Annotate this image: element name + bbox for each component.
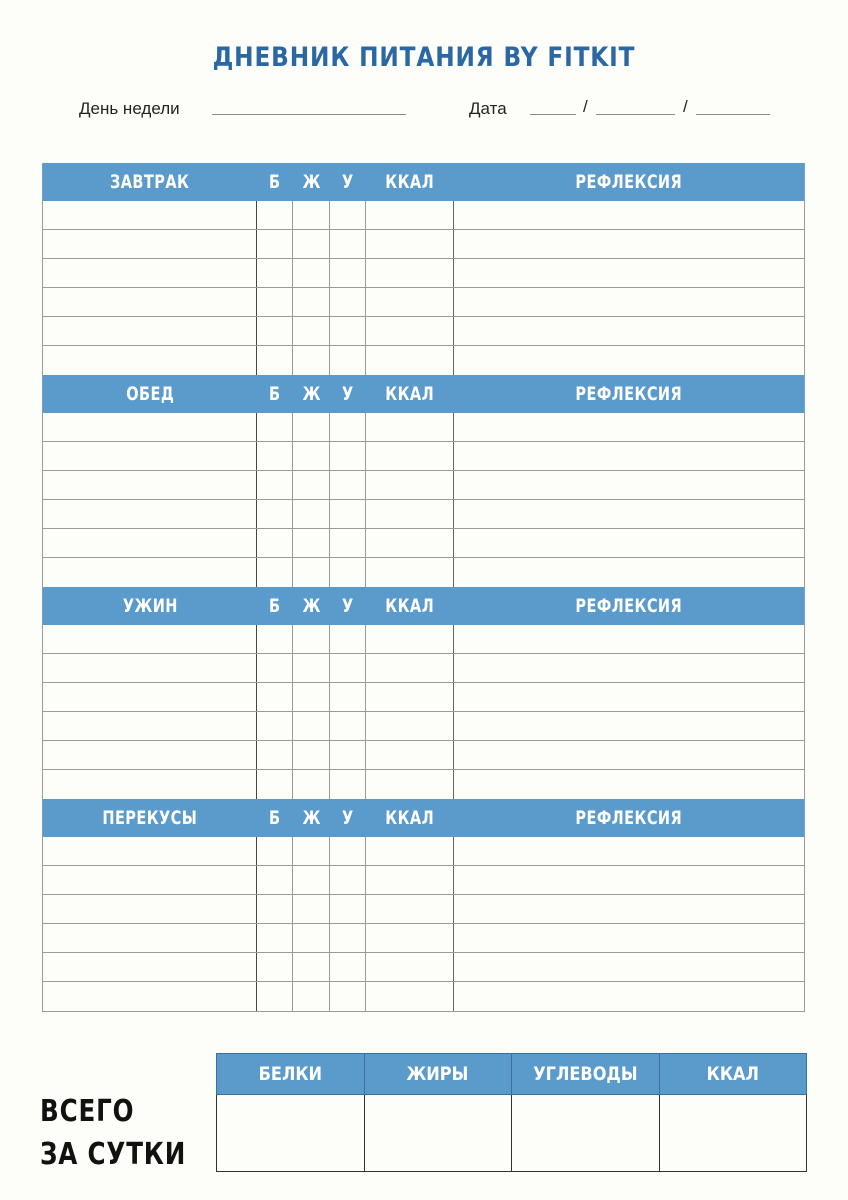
- protein-entry-cell[interactable]: [257, 471, 293, 499]
- carbs-entry-cell[interactable]: [330, 712, 366, 740]
- table-row: [43, 924, 804, 953]
- food-entry-cell[interactable]: [43, 982, 257, 1011]
- date-year-field[interactable]: [696, 114, 770, 115]
- reflection-entry-cell[interactable]: [454, 683, 804, 711]
- table-row: [43, 654, 804, 683]
- carbs-entry-cell[interactable]: [330, 953, 366, 981]
- kcal-entry-cell[interactable]: [366, 471, 454, 499]
- carbs-entry-cell[interactable]: [330, 288, 366, 316]
- fat-entry-cell[interactable]: [293, 230, 330, 258]
- carbs-entry-cell[interactable]: [330, 866, 366, 894]
- fat-entry-cell[interactable]: [293, 500, 330, 528]
- fat-entry-cell[interactable]: [293, 837, 330, 865]
- kcal-entry-cell[interactable]: [366, 866, 454, 894]
- protein-entry-cell[interactable]: [257, 529, 293, 557]
- date-label: Дата: [469, 99, 507, 118]
- column-header-protein: Б: [269, 171, 281, 193]
- fat-entry-cell[interactable]: [293, 770, 330, 799]
- table-row: [43, 471, 804, 500]
- kcal-entry-cell[interactable]: [366, 953, 454, 981]
- table-row: [43, 529, 804, 558]
- meal-header: [42, 587, 805, 625]
- table-row: [43, 288, 804, 317]
- protein-entry-cell[interactable]: [257, 654, 293, 682]
- food-entry-cell[interactable]: [43, 895, 257, 923]
- food-entry-cell[interactable]: [43, 558, 257, 587]
- reflection-entry-cell[interactable]: [454, 712, 804, 740]
- carbs-entry-cell[interactable]: [330, 837, 366, 865]
- kcal-entry-cell[interactable]: [366, 625, 454, 653]
- date-day-field[interactable]: [530, 114, 576, 115]
- food-entry-cell[interactable]: [43, 654, 257, 682]
- fat-entry-cell[interactable]: [293, 413, 330, 441]
- kcal-entry-cell[interactable]: [366, 317, 454, 345]
- reflection-entry-cell[interactable]: [454, 895, 804, 923]
- table-row: [43, 770, 804, 799]
- food-entry-cell[interactable]: [43, 288, 257, 316]
- table-row: [43, 259, 804, 288]
- table-row: [43, 712, 804, 741]
- carbs-entry-cell[interactable]: [330, 346, 366, 375]
- protein-entry-cell[interactable]: [257, 982, 293, 1011]
- carbs-entry-cell[interactable]: [330, 529, 366, 557]
- column-header-protein: Б: [269, 383, 281, 405]
- column-header-fat: Ж: [302, 807, 321, 829]
- food-entry-cell[interactable]: [43, 529, 257, 557]
- protein-entry-cell[interactable]: [257, 230, 293, 258]
- protein-entry-cell[interactable]: [257, 558, 293, 587]
- daily-total-label-line1: ВСЕГО: [40, 1094, 135, 1129]
- kcal-entry-cell[interactable]: [366, 558, 454, 587]
- food-entry-cell[interactable]: [43, 230, 257, 258]
- protein-entry-cell[interactable]: [257, 712, 293, 740]
- fat-entry-cell[interactable]: [293, 259, 330, 287]
- table-row: [43, 741, 804, 770]
- kcal-entry-cell[interactable]: [366, 201, 454, 229]
- carbs-entry-cell[interactable]: [330, 558, 366, 587]
- fat-entry-cell[interactable]: [293, 625, 330, 653]
- table-row: [43, 201, 804, 230]
- reflection-entry-cell[interactable]: [454, 471, 804, 499]
- totals-cell-protein[interactable]: [217, 1095, 365, 1171]
- reflection-entry-cell[interactable]: [454, 346, 804, 375]
- protein-entry-cell[interactable]: [257, 683, 293, 711]
- reflection-entry-cell[interactable]: [454, 770, 804, 799]
- food-entry-cell[interactable]: [43, 712, 257, 740]
- table-row: [43, 625, 804, 654]
- carbs-entry-cell[interactable]: [330, 230, 366, 258]
- reflection-entry-cell[interactable]: [454, 866, 804, 894]
- table-row: [43, 953, 804, 982]
- column-header-reflection: РЕФЛЕКСИЯ: [575, 595, 683, 617]
- column-header-protein: Б: [269, 595, 281, 617]
- carbs-entry-cell[interactable]: [330, 683, 366, 711]
- reflection-entry-cell[interactable]: [454, 837, 804, 865]
- reflection-entry-cell[interactable]: [454, 741, 804, 769]
- food-entry-cell[interactable]: [43, 924, 257, 952]
- carbs-entry-cell[interactable]: [330, 201, 366, 229]
- column-header-carbs: У: [342, 807, 354, 829]
- protein-entry-cell[interactable]: [257, 201, 293, 229]
- meal-section: [42, 163, 805, 375]
- kcal-entry-cell[interactable]: [366, 770, 454, 799]
- reflection-entry-cell[interactable]: [454, 500, 804, 528]
- column-header-carbs: У: [342, 171, 354, 193]
- column-header-carbs: У: [342, 383, 354, 405]
- daily-total-label: [40, 1090, 186, 1176]
- protein-entry-cell[interactable]: [257, 895, 293, 923]
- reflection-entry-cell[interactable]: [454, 953, 804, 981]
- kcal-entry-cell[interactable]: [366, 288, 454, 316]
- column-header-fat: Ж: [302, 171, 321, 193]
- table-row: [43, 982, 804, 1011]
- food-entry-cell[interactable]: [43, 837, 257, 865]
- date-separator: /: [683, 97, 688, 116]
- protein-entry-cell[interactable]: [257, 288, 293, 316]
- protein-entry-cell[interactable]: [257, 317, 293, 345]
- fat-entry-cell[interactable]: [293, 712, 330, 740]
- totals-header-protein: БЕЛКИ: [217, 1054, 365, 1094]
- column-header-carbs: У: [342, 595, 354, 617]
- reflection-entry-cell[interactable]: [454, 529, 804, 557]
- protein-entry-cell[interactable]: [257, 924, 293, 952]
- daily-totals-table: [216, 1053, 807, 1172]
- table-row: [43, 442, 804, 471]
- column-header-reflection: РЕФЛЕКСИЯ: [575, 383, 683, 405]
- food-entry-cell[interactable]: [43, 770, 257, 799]
- daily-total-label-line2: ЗА СУТКИ: [40, 1137, 187, 1172]
- protein-entry-cell[interactable]: [257, 500, 293, 528]
- food-entry-cell[interactable]: [43, 500, 257, 528]
- meal-header: [42, 163, 805, 201]
- carbs-entry-cell[interactable]: [330, 413, 366, 441]
- carbs-entry-cell[interactable]: [330, 741, 366, 769]
- fat-entry-cell[interactable]: [293, 741, 330, 769]
- totals-cell-kcal[interactable]: [660, 1095, 807, 1171]
- reflection-entry-cell[interactable]: [454, 982, 804, 1011]
- protein-entry-cell[interactable]: [257, 953, 293, 981]
- carbs-entry-cell[interactable]: [330, 317, 366, 345]
- column-header-kcal: ККАЛ: [385, 595, 435, 617]
- food-entry-cell[interactable]: [43, 866, 257, 894]
- carbs-entry-cell[interactable]: [330, 259, 366, 287]
- fat-entry-cell[interactable]: [293, 654, 330, 682]
- fat-entry-cell[interactable]: [293, 953, 330, 981]
- carbs-entry-cell[interactable]: [330, 982, 366, 1011]
- fat-entry-cell[interactable]: [293, 471, 330, 499]
- fat-entry-cell[interactable]: [293, 683, 330, 711]
- food-entry-cell[interactable]: [43, 346, 257, 375]
- totals-cell-fat[interactable]: [365, 1095, 513, 1171]
- meal-name: ПЕРЕКУСЫ: [102, 807, 198, 829]
- table-row: [43, 500, 804, 529]
- table-row: [43, 837, 804, 866]
- food-entry-cell[interactable]: [43, 442, 257, 470]
- carbs-entry-cell[interactable]: [330, 924, 366, 952]
- meal-section: [42, 587, 805, 799]
- kcal-entry-cell[interactable]: [366, 346, 454, 375]
- kcal-entry-cell[interactable]: [366, 895, 454, 923]
- date-separator: /: [583, 97, 588, 116]
- meal-section: [42, 799, 805, 1011]
- reflection-entry-cell[interactable]: [454, 201, 804, 229]
- kcal-entry-cell[interactable]: [366, 683, 454, 711]
- food-entry-cell[interactable]: [43, 683, 257, 711]
- column-header-kcal: ККАЛ: [385, 807, 435, 829]
- protein-entry-cell[interactable]: [257, 259, 293, 287]
- reflection-entry-cell[interactable]: [454, 924, 804, 952]
- carbs-entry-cell[interactable]: [330, 500, 366, 528]
- protein-entry-cell[interactable]: [257, 837, 293, 865]
- meal-name: УЖИН: [122, 595, 178, 617]
- fat-entry-cell[interactable]: [293, 866, 330, 894]
- kcal-entry-cell[interactable]: [366, 924, 454, 952]
- carbs-entry-cell[interactable]: [330, 442, 366, 470]
- kcal-entry-cell[interactable]: [366, 712, 454, 740]
- weekday-label: День недели: [79, 99, 180, 118]
- fat-entry-cell[interactable]: [293, 346, 330, 375]
- reflection-entry-cell[interactable]: [454, 259, 804, 287]
- reflection-entry-cell[interactable]: [454, 288, 804, 316]
- fat-entry-cell[interactable]: [293, 558, 330, 587]
- kcal-entry-cell[interactable]: [366, 259, 454, 287]
- meal-log-table: [42, 163, 805, 1012]
- kcal-entry-cell[interactable]: [366, 500, 454, 528]
- column-header-kcal: ККАЛ: [385, 383, 435, 405]
- page-title: ДНЕВНИК ПИТАНИЯ BY FITKIT: [212, 42, 636, 73]
- food-entry-cell[interactable]: [43, 741, 257, 769]
- protein-entry-cell[interactable]: [257, 866, 293, 894]
- fat-entry-cell[interactable]: [293, 442, 330, 470]
- carbs-entry-cell[interactable]: [330, 770, 366, 799]
- reflection-entry-cell[interactable]: [454, 558, 804, 587]
- reflection-entry-cell[interactable]: [454, 413, 804, 441]
- food-entry-cell[interactable]: [43, 201, 257, 229]
- fat-entry-cell[interactable]: [293, 317, 330, 345]
- carbs-entry-cell[interactable]: [330, 895, 366, 923]
- fat-entry-cell[interactable]: [293, 982, 330, 1011]
- food-entry-cell[interactable]: [43, 471, 257, 499]
- protein-entry-cell[interactable]: [257, 770, 293, 799]
- fat-entry-cell[interactable]: [293, 529, 330, 557]
- reflection-entry-cell[interactable]: [454, 625, 804, 653]
- protein-entry-cell[interactable]: [257, 442, 293, 470]
- protein-entry-cell[interactable]: [257, 741, 293, 769]
- kcal-entry-cell[interactable]: [366, 529, 454, 557]
- reflection-entry-cell[interactable]: [454, 654, 804, 682]
- totals-header-kcal: ККАЛ: [706, 1063, 759, 1085]
- column-header-reflection: РЕФЛЕКСИЯ: [575, 171, 683, 193]
- food-entry-cell[interactable]: [43, 953, 257, 981]
- column-header-protein: Б: [269, 807, 281, 829]
- table-row: [43, 683, 804, 712]
- kcal-entry-cell[interactable]: [366, 413, 454, 441]
- weekday-field[interactable]: [212, 114, 406, 115]
- meal-header: [42, 375, 805, 413]
- food-entry-cell[interactable]: [43, 625, 257, 653]
- table-row: [43, 866, 804, 895]
- kcal-entry-cell[interactable]: [366, 741, 454, 769]
- table-row: [43, 317, 804, 346]
- meal-section: [42, 375, 805, 587]
- table-row: [43, 346, 804, 375]
- column-header-fat: Ж: [302, 383, 321, 405]
- reflection-entry-cell[interactable]: [454, 230, 804, 258]
- fat-entry-cell[interactable]: [293, 288, 330, 316]
- protein-entry-cell[interactable]: [257, 625, 293, 653]
- totals-header-carbs: УГЛЕВОДЫ: [512, 1054, 660, 1094]
- column-header-kcal: ККАЛ: [385, 171, 435, 193]
- meal-name: ОБЕД: [126, 383, 174, 405]
- food-entry-cell[interactable]: [43, 317, 257, 345]
- carbs-entry-cell[interactable]: [330, 471, 366, 499]
- fat-entry-cell[interactable]: [293, 924, 330, 952]
- table-row: [43, 230, 804, 259]
- table-row: [43, 895, 804, 924]
- reflection-entry-cell[interactable]: [454, 317, 804, 345]
- table-row: [43, 413, 804, 442]
- kcal-entry-cell[interactable]: [366, 837, 454, 865]
- totals-header-fat: ЖИРЫ: [365, 1054, 513, 1094]
- fat-entry-cell[interactable]: [293, 895, 330, 923]
- meal-name: ЗАВТРАК: [110, 171, 190, 193]
- kcal-entry-cell[interactable]: [366, 230, 454, 258]
- reflection-entry-cell[interactable]: [454, 442, 804, 470]
- kcal-entry-cell[interactable]: [366, 442, 454, 470]
- food-entry-cell[interactable]: [43, 413, 257, 441]
- food-entry-cell[interactable]: [43, 259, 257, 287]
- carbs-entry-cell[interactable]: [330, 625, 366, 653]
- column-header-reflection: РЕФЛЕКСИЯ: [575, 807, 683, 829]
- totals-cell-carbs[interactable]: [512, 1095, 660, 1171]
- protein-entry-cell[interactable]: [257, 413, 293, 441]
- kcal-entry-cell[interactable]: [366, 982, 454, 1011]
- protein-entry-cell[interactable]: [257, 346, 293, 375]
- table-row: [43, 558, 804, 587]
- kcal-entry-cell[interactable]: [366, 654, 454, 682]
- carbs-entry-cell[interactable]: [330, 654, 366, 682]
- fat-entry-cell[interactable]: [293, 201, 330, 229]
- date-month-field[interactable]: [596, 114, 675, 115]
- column-header-fat: Ж: [302, 595, 321, 617]
- meal-header: [42, 799, 805, 837]
